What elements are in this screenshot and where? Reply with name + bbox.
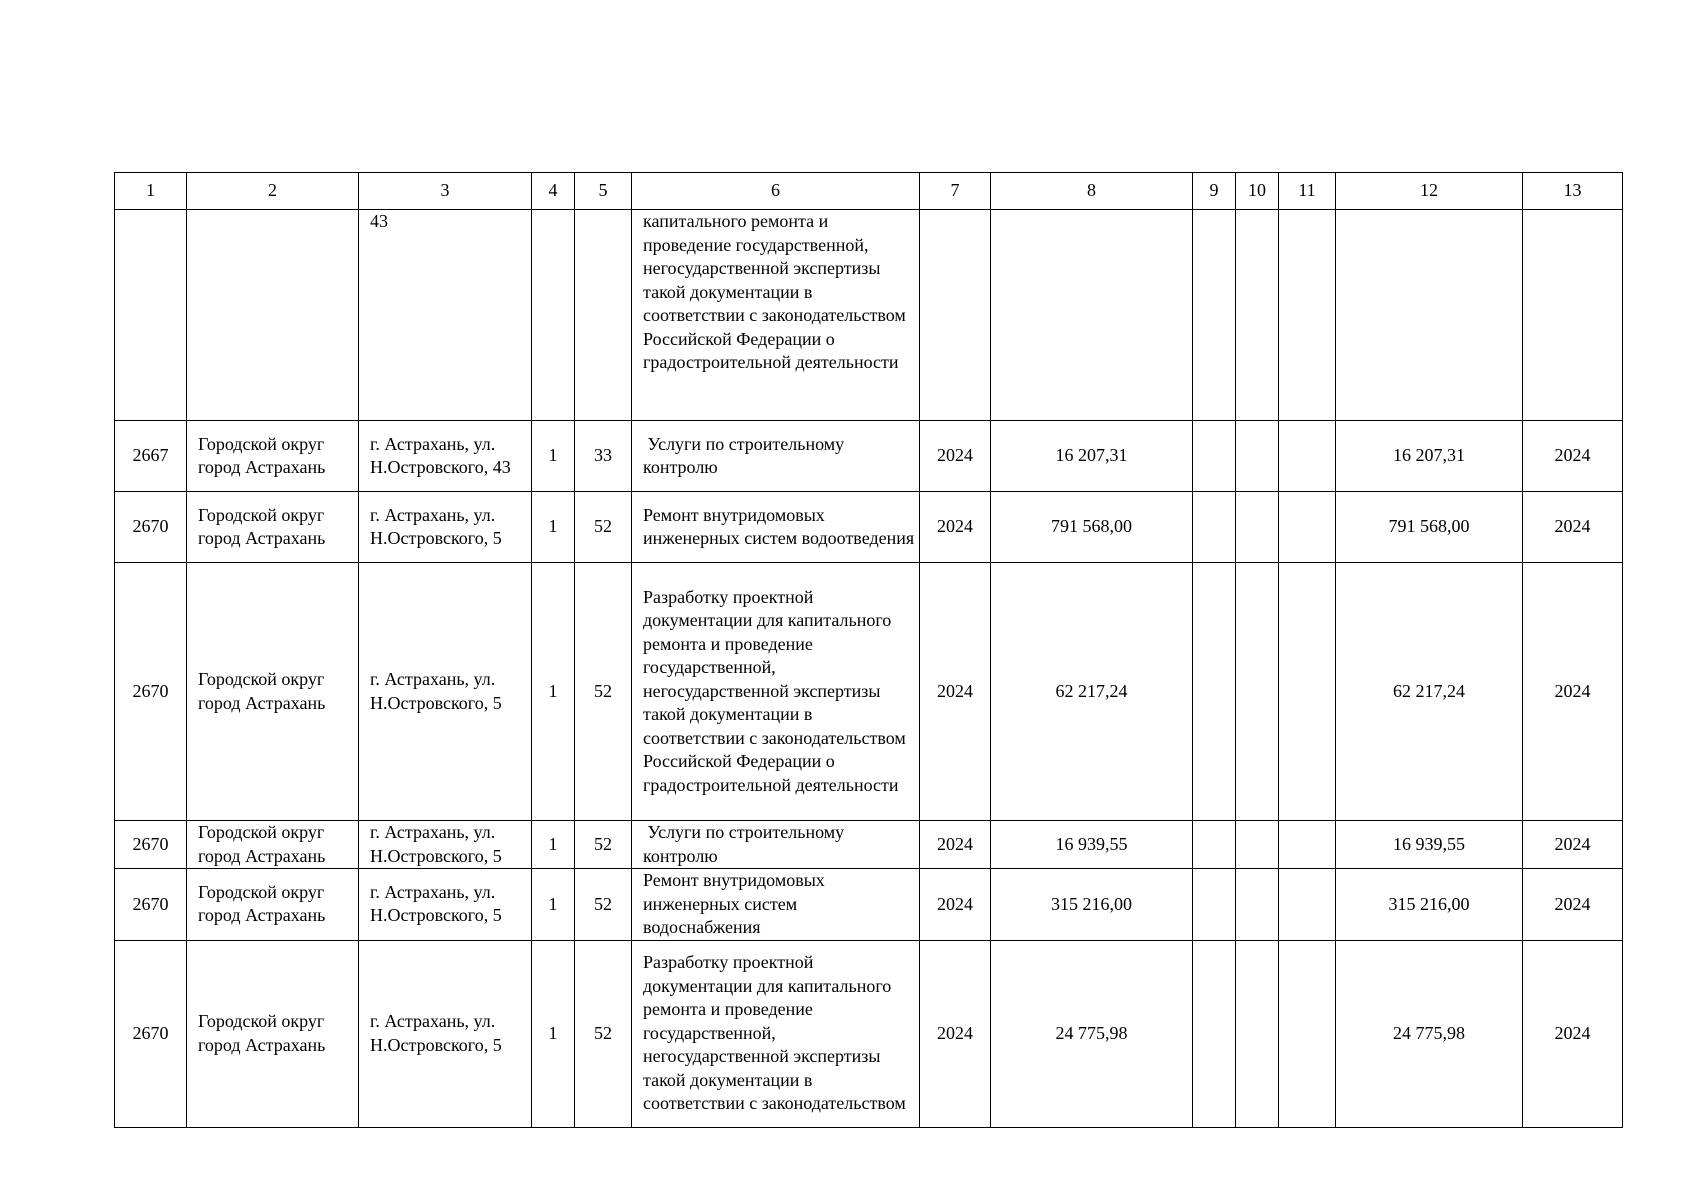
cell-year [920,210,991,421]
cell-total: 16 207,31 [991,421,1193,492]
table-row [115,563,1623,821]
cell-address: г. Астрахань, ул. Н.Островского, 5 [359,940,532,1127]
cell-col13: 2024 [1523,869,1623,941]
header-cell-3: 3 [359,173,532,210]
cell-code [115,210,187,421]
cell-col10 [1236,421,1279,492]
cell-col4: 1 [532,869,575,941]
cell-municipality: Городской округ город Астрахань [187,421,359,492]
cell-total: 62 217,24 [991,563,1193,821]
cell-year: 2024 [920,821,991,869]
cell-col4 [532,210,575,421]
cell-address: г. Астрахань, ул. Н.Островского, 5 [359,563,532,821]
header-cell-1: 1 [115,173,187,210]
cell-col12: 315 216,00 [1336,869,1523,941]
cell-address: г. Астрахань, ул. Н.Островского, 43 [359,421,532,492]
cell-year: 2024 [920,869,991,941]
cell-col12: 16 939,55 [1336,821,1523,869]
cell-col10 [1236,492,1279,563]
cell-year: 2024 [920,421,991,492]
cell-work-description: Услуги по строительному контролю [632,821,920,869]
table-row [115,421,1623,492]
cell-col5: 52 [575,869,632,941]
header-cell-7: 7 [920,173,991,210]
cell-col13: 2024 [1523,492,1623,563]
header-cell-10: 10 [1236,173,1279,210]
cell-work-description: Разработку проектной документации для капитального ремонта и проведение государственной, негосударственной экспертизы такой документации в соответствии с законодательством Российской Федерации о градостроительной деятельности [632,563,920,821]
cell-col9 [1193,940,1236,1127]
header-cell-9: 9 [1193,173,1236,210]
cell-col12 [1336,210,1523,421]
header-cell-4: 4 [532,173,575,210]
cell-col4: 1 [532,821,575,869]
cell-code: 2670 [115,940,187,1127]
cell-col10 [1236,210,1279,421]
cell-col9 [1193,421,1236,492]
cell-col9 [1193,492,1236,563]
cell-code: 2667 [115,421,187,492]
cell-col9 [1193,821,1236,869]
cell-code: 2670 [115,869,187,941]
cell-total: 791 568,00 [991,492,1193,563]
cell-col5 [575,210,632,421]
cell-municipality: Городской округ город Астрахань [187,869,359,941]
header-cell-2: 2 [187,173,359,210]
cell-col13: 2024 [1523,821,1623,869]
cell-address: г. Астрахань, ул. Н.Островского, 5 [359,492,532,563]
cell-col13: 2024 [1523,421,1623,492]
cell-address: г. Астрахань, ул. Н.Островского, 5 [359,821,532,869]
cell-code: 2670 [115,492,187,563]
cell-work-description: Ремонт внутридомовых инженерных систем водоотведения [632,492,920,563]
cell-col12: 24 775,98 [1336,940,1523,1127]
header-cell-11: 11 [1279,173,1336,210]
cell-municipality: Городской округ город Астрахань [187,492,359,563]
cell-col11 [1279,421,1336,492]
cell-address: 43 [359,210,532,421]
table-row [115,869,1623,941]
header-cell-12: 12 [1336,173,1523,210]
cell-col13: 2024 [1523,940,1623,1127]
header-cell-8: 8 [991,173,1193,210]
cell-col12: 62 217,24 [1336,563,1523,821]
cell-col9 [1193,869,1236,941]
cell-col4: 1 [532,563,575,821]
cell-municipality: Городской округ город Астрахань [187,821,359,869]
header-cell-6: 6 [632,173,920,210]
cell-col11 [1279,869,1336,941]
cell-col4: 1 [532,492,575,563]
cell-col9 [1193,210,1236,421]
cell-year: 2024 [920,563,991,821]
cell-col5: 33 [575,421,632,492]
cell-total: 24 775,98 [991,940,1193,1127]
cell-total: 315 216,00 [991,869,1193,941]
cell-col11 [1279,563,1336,821]
cell-col10 [1236,563,1279,821]
cell-col5: 52 [575,563,632,821]
cell-municipality: Городской округ город Астрахань [187,563,359,821]
cell-col4: 1 [532,940,575,1127]
cell-total: 16 939,55 [991,821,1193,869]
cell-col12: 791 568,00 [1336,492,1523,563]
cell-col5: 52 [575,940,632,1127]
header-cell-5: 5 [575,173,632,210]
table-row [115,940,1623,1127]
cell-code: 2670 [115,821,187,869]
cell-work-description: Ремонт внутридомовых инженерных систем водоснабжения [632,869,920,941]
cell-year: 2024 [920,940,991,1127]
capital-repair-table [114,172,1623,1128]
table-row [115,492,1623,563]
cell-col5: 52 [575,492,632,563]
cell-col13: 2024 [1523,563,1623,821]
cell-col11 [1279,210,1336,421]
cell-col10 [1236,940,1279,1127]
cell-col11 [1279,940,1336,1127]
cell-col12: 16 207,31 [1336,421,1523,492]
cell-col10 [1236,869,1279,941]
cell-address: г. Астрахань, ул. Н.Островского, 5 [359,869,532,941]
cell-work-description: капитального ремонта и проведение государственной, негосударственной экспертизы такой документации в соответствии с законодательством Российской Федерации о градостроительной деятельности [632,210,920,421]
cell-col11 [1279,492,1336,563]
cell-municipality [187,210,359,421]
header-row [115,173,1623,210]
cell-col9 [1193,563,1236,821]
cell-col10 [1236,821,1279,869]
cell-col4: 1 [532,421,575,492]
cell-year: 2024 [920,492,991,563]
header-cell-13: 13 [1523,173,1623,210]
cell-code: 2670 [115,563,187,821]
continuation-row [115,210,1623,421]
cell-col13 [1523,210,1623,421]
cell-work-description: Разработку проектной документации для капитального ремонта и проведение государственной, негосударственной экспертизы такой документации в соответствии с законодательством [632,940,920,1127]
table-row [115,821,1623,869]
cell-work-description: Услуги по строительному контролю [632,421,920,492]
cell-municipality: Городской округ город Астрахань [187,940,359,1127]
cell-col11 [1279,821,1336,869]
cell-total [991,210,1193,421]
cell-col5: 52 [575,821,632,869]
